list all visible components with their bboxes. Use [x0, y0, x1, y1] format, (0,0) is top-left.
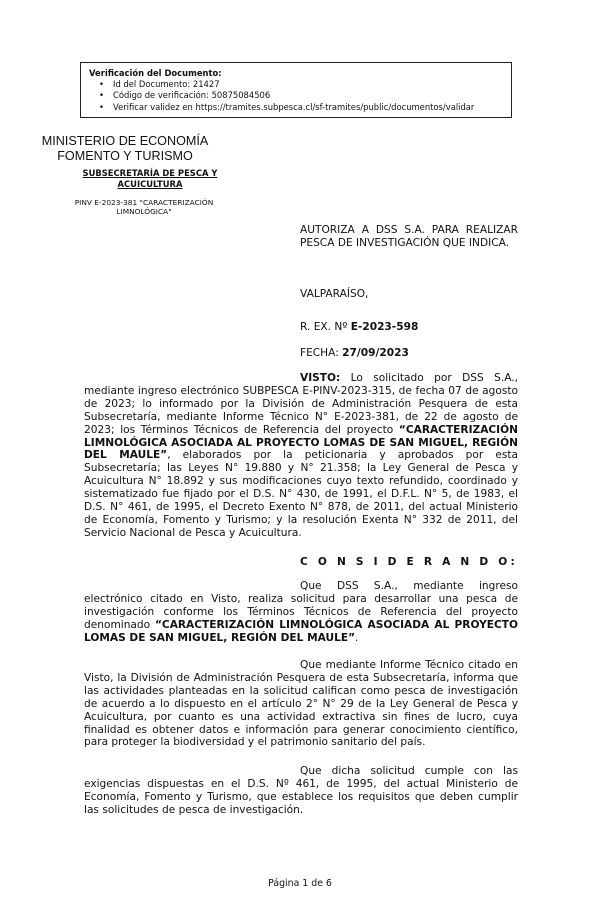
ministry-heading: [40, 134, 210, 164]
considerando-paragraph-3: [84, 765, 518, 817]
reference-code: PINV E-2023-381 "CARACTERIZACIÓN LIMNOLÓGICA": [74, 198, 214, 217]
rex-number: E-2023-598: [350, 321, 419, 333]
considerando-1-project: “CARACTERIZACIÓN LIMNOLÓGICA ASOCIADA AL PROYECTO LOMAS DE SAN MIGUEL, REGIÓN DEL MAULE”: [84, 618, 518, 644]
considerando-3-text: Que dicha solicitud cumple con las exigencias dispuestas en el D.S. Nº 461, de 1995, del actual Ministerio de Economía, Fomento y Turismo, que establece los requisitos que deben cumplir las solicitudes de pesca de investigación.: [84, 765, 518, 816]
visto-paragraph: [84, 372, 518, 540]
page-number: Página 1 de 6: [268, 878, 332, 889]
considerando-heading: C O N S I D E R A N D O:: [300, 556, 518, 568]
considerando-1-text: Que DSS S.A., mediante ingreso electrónico citado en Visto, realiza solicitud para desarrollar una pesca de investigación conforme los Términos Técnicos de Referencia del proyecto denominado: [84, 580, 518, 631]
verification-id: • Id del Documento: 21427: [113, 79, 511, 90]
considerando-1-end: .: [355, 631, 359, 644]
rex-label: R. EX. Nº: [300, 321, 351, 333]
verification-box: [80, 62, 512, 118]
verification-title: Verificación del Documento:: [89, 68, 222, 78]
city-line: VALPARAÍSO,: [300, 288, 369, 300]
resolution-number: [300, 321, 518, 334]
subsecretaria-heading: SUBSECRETARÍA DE PESCA Y ACUICULTURA: [82, 168, 218, 189]
date-value: 27/09/2023: [342, 347, 409, 359]
ministry-line-1: MINISTERIO DE ECONOMÍA: [41, 134, 209, 148]
resolution-date: [300, 347, 518, 360]
resolution-summary: AUTORIZA A DSS S.A. PARA REALIZAR PESCA DE INVESTIGACIÓN QUE INDICA.: [300, 224, 518, 250]
verification-url[interactable]: • Verificar validez en https://tramites.subpesca.cl/sf-tramites/public/documentos/validar: [113, 102, 511, 113]
considerando-paragraph-1: [84, 580, 518, 645]
considerando-2-text: Que mediante Informe Técnico citado en Visto, la División de Administración Pesquera de esta Subsecretaría, informa que las actividades planteadas en la solicitud califican como pesca de investigación de acuerdo a lo dispuesto en el artículo 2° N° 29 de la Ley General de Pesca y Acuicultura, por cuanto es una actividad extractiva sin fines de lucro, cuya finalidad es obtener datos e información para generar conocimiento científico, para proteger la biodiversidad y el patrimonio sanitario del país.: [84, 659, 518, 749]
visto-text-1: Lo solicitado por DSS S.A., mediante ingreso electrónico SUBPESCA E-PINV-2023-315, de fecha 07 de agosto de 2023; lo informado por la División de Administración Pesquera de esta Subsecretaría, mediante Informe Técnico N° E-2023-381, de 22 de agosto de 2023; los Términos Técnicos de Referencia del proyecto: [84, 372, 518, 436]
visto-text-2: , elaborados por la peticionaria y aprobados por esta Subsecretaría; las Leyes N° 19.880 y N° 21.358; la Ley General de Pesca y Acuicultura N° 18.892 y sus modificaciones cuyo texto refundido, coordinado y sistematizado fue fijado por el D.S. N° 430, de 1991, el D.F.L. N° 5, de 1983, el D.S. N° 461, de 1995, el Decreto Exento N° 878, de 2011, del actual Ministerio de Economía, Fomento y Turismo; y la resolución Exenta N° 332 de 2011, del Servicio Nacional de Pesca y Acuicultura.: [84, 449, 518, 539]
verification-list: [89, 79, 511, 113]
considerando-paragraph-2: [84, 659, 518, 749]
ministry-line-2: FOMENTO Y TURISMO: [57, 149, 193, 163]
verification-code: • Código de verificación: 50875084506: [113, 90, 511, 101]
date-label: FECHA:: [300, 347, 343, 359]
visto-label: VISTO:: [300, 372, 341, 384]
visto-project-name: “CARACTERIZACIÓN LIMNOLÓGICA ASOCIADA AL PROYECTO LOMAS DE SAN MIGUEL, REGIÓN DEL MAULE”: [84, 423, 518, 462]
